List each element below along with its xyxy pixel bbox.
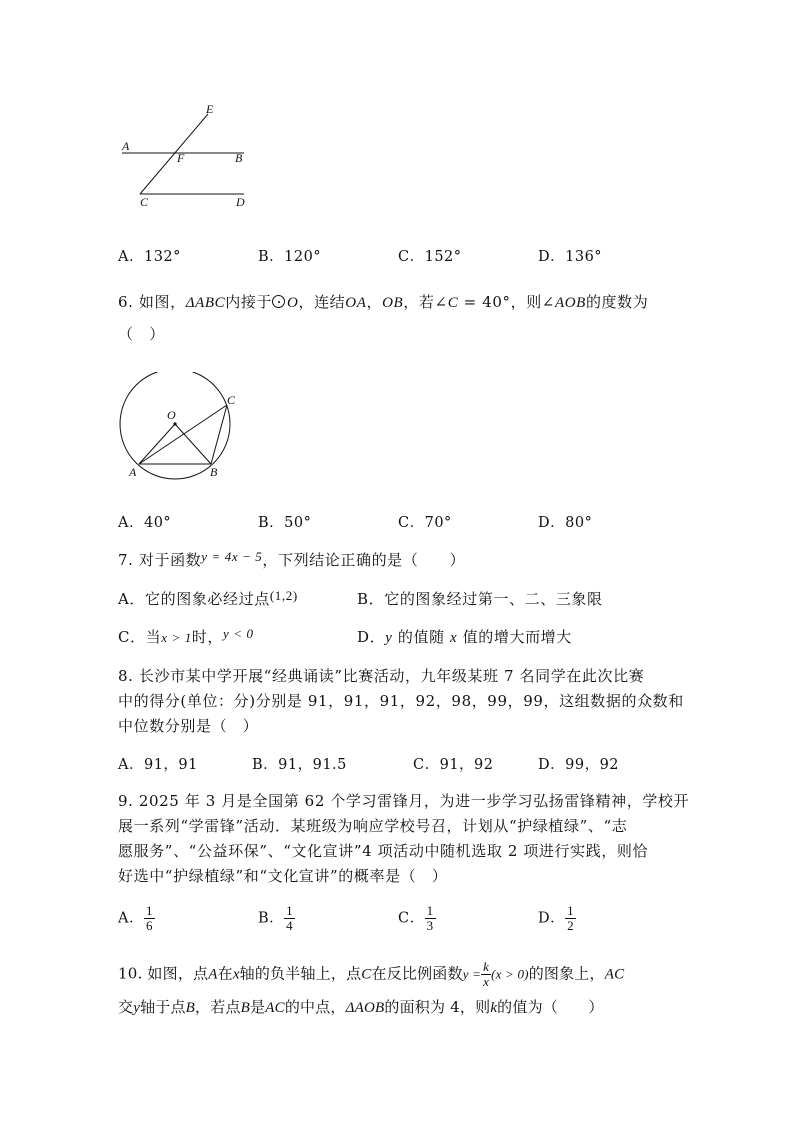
q6-option-b: B．50° [258,515,312,531]
q8-line-1: 8. 长沙市某中学开展“经典诵读”比赛活动，九年级某班 7 名同学在此次比赛 [118,667,645,685]
fraction-k-over-x: $\frac{k}{x}$ [483,959,490,989]
label-c: C [140,195,149,209]
q8-option-d: D．99，92 [538,757,620,773]
label-o: O [167,408,176,422]
fraction: $\frac{1}{4}$ [286,903,294,933]
q10-line-2: 交y轴于点B，若点B是AC的中点，ΔAOB的面积为 4，则k的值为（ ） [118,998,604,1016]
q6-stem: 6. 如图，ΔABC内接于 O，连结OA，OB，若∠C = 40°，则∠AOB的度数为 [118,293,649,311]
q6-option-d: D．80° [538,515,593,531]
q7-option-b: B．它的图象经过第一、二、三象限 [357,590,603,608]
q5-option-d: D．136° [538,249,603,265]
fraction: $\frac{1}{3}$ [426,903,434,933]
q7-function: y = 4x − 5 [201,549,263,564]
label-f: F [177,151,185,165]
label-e: E [206,102,214,116]
label-b: B [210,465,218,479]
q5-option-a: A．132° [118,249,181,265]
label-a: A [129,465,137,479]
line-ce [140,114,208,194]
q7-option-c: C．当x > 1时，y < 0 [118,626,254,646]
circle-figure [110,372,250,482]
q6-triangle: ΔABC [185,295,226,311]
q5-option-b: B．120° [258,249,322,265]
q9-line-4: 好选中“护绿植绿”和“文化宣讲”的概率是（ ） [118,867,448,885]
q8-option-c: C．91，92 [413,757,494,773]
circle-dot-icon [272,295,285,308]
q9-option-d: D． $\frac{1}{2}$ [538,903,575,933]
q7-option-a: A．它的图象必经过点(1,2) [118,588,298,608]
label-c: C [227,393,236,407]
label-a: A [122,139,130,153]
q7-option-d: D．y 的值随 x 值的增大而增大 [357,628,572,646]
q8-line-2: 中的得分(单位：分)分别是 91，91，91，92，98，99，99，这组数据的众数和 [118,692,684,710]
q10-line-1: 10. 如图，点A在x轴的负半轴上，点C在反比例函数y = $\frac{k}{x}$ (x > 0)的图象上，AC [118,959,625,989]
q9-line-1: 9. 2025 年 3 月是全国第 62 个学习雷锋月，为进一步学习弘扬雷锋精神，学校开 [118,792,690,810]
q8-line-3: 中位数分别是（ ） [118,717,259,735]
q9-line-2: 展一系列“学雷锋”活动．某班级为响应学校号召，计划从“护绿植绿”、“志 [118,817,628,835]
q9-option-b: B． $\frac{1}{4}$ [258,903,294,933]
q9-option-c: C． $\frac{1}{3}$ [398,903,434,933]
label-b: B [235,151,243,165]
q6-option-c: C．70° [398,515,452,531]
q9-option-a: A． $\frac{1}{6}$ [118,903,153,933]
q6-paren: （ ） [118,325,165,343]
q8-option-b: B．91，91.5 [252,757,347,773]
center-dot [173,422,176,425]
q5-option-c: C．152° [398,249,462,265]
segment-ob [175,424,211,464]
parallel-lines-figure [110,100,270,215]
label-d: D [236,195,245,209]
q7-stem: 7. 对于函数y = 4x − 5，下列结论正确的是（ ） [118,549,466,569]
fraction: $\frac{1}{6}$ [145,903,153,933]
q8-option-a: A．91，91 [118,757,198,773]
q9-line-3: 愿服务”、“公益环保”、“文化宣讲”4 项活动中随机选取 2 项进行实践，则恰 [118,842,649,860]
q6-option-a: A．40° [118,515,172,531]
fraction: $\frac{1}{2}$ [567,903,575,933]
